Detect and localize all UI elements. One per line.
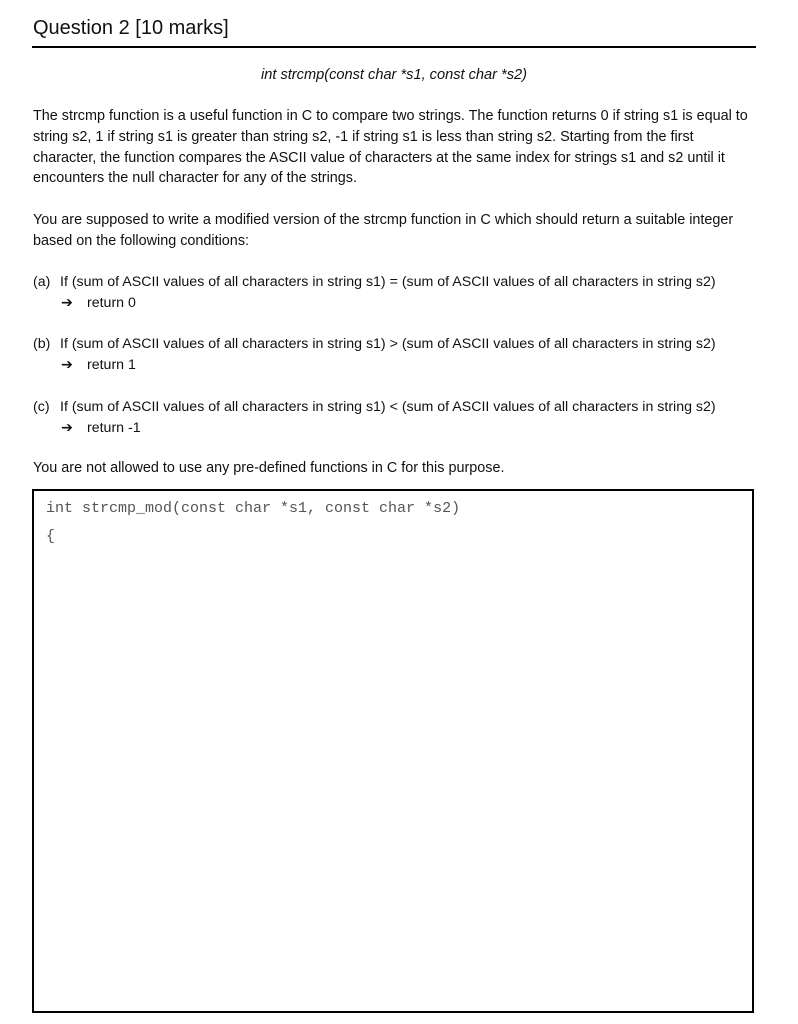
condition-letter: (c)	[33, 399, 50, 415]
function-signature: int strcmp(const char *s1, const char *s2)	[260, 67, 528, 83]
description-paragraph: The strcmp function is a useful function in C to compare two strings. The function returns 0 if string s1 is equal to string s2, 1 if string s1 is greater than string s2, -1 if string s1 is less than string s2. Starting from the first character, the function compares the ASCII value of characters at the same index for strings s1 and s2 until it encounters the null character for any of the strings.	[33, 108, 748, 187]
restriction-note: You are not allowed to use any pre-defined functions in C for this purpose.	[33, 460, 505, 476]
condition-letter: (b)	[33, 336, 51, 352]
condition-text: If (sum of ASCII values of all characters in string s1) = (sum of ASCII values of all characters in string s2)	[60, 274, 716, 290]
code-signature-line: int strcmp_mod(const char *s1, const char *s2)	[46, 500, 461, 517]
arrow-right-icon: ➔	[61, 356, 73, 373]
condition-c	[33, 397, 763, 439]
task-paragraph: You are supposed to write a modified version of the strcmp function in C which should return a suitable integer based on the following conditions:	[33, 212, 734, 249]
answer-box[interactable]	[32, 489, 754, 1013]
condition-result: return 1	[87, 356, 136, 373]
condition-text: If (sum of ASCII values of all characters in string s1) < (sum of ASCII values of all characters in string s2)	[60, 399, 716, 415]
code-open-brace: {	[46, 528, 56, 545]
condition-result: return -1	[87, 419, 141, 436]
arrow-right-icon: ➔	[61, 419, 73, 436]
condition-text: If (sum of ASCII values of all characters in string s1) > (sum of ASCII values of all characters in string s2)	[60, 336, 716, 352]
condition-a	[33, 272, 763, 314]
arrow-right-icon: ➔	[61, 294, 73, 311]
question-title: Question 2 [10 marks]	[33, 17, 229, 39]
condition-result: return 0	[87, 294, 136, 311]
title-divider	[32, 46, 756, 48]
condition-b	[33, 334, 763, 376]
condition-letter: (a)	[33, 274, 51, 290]
